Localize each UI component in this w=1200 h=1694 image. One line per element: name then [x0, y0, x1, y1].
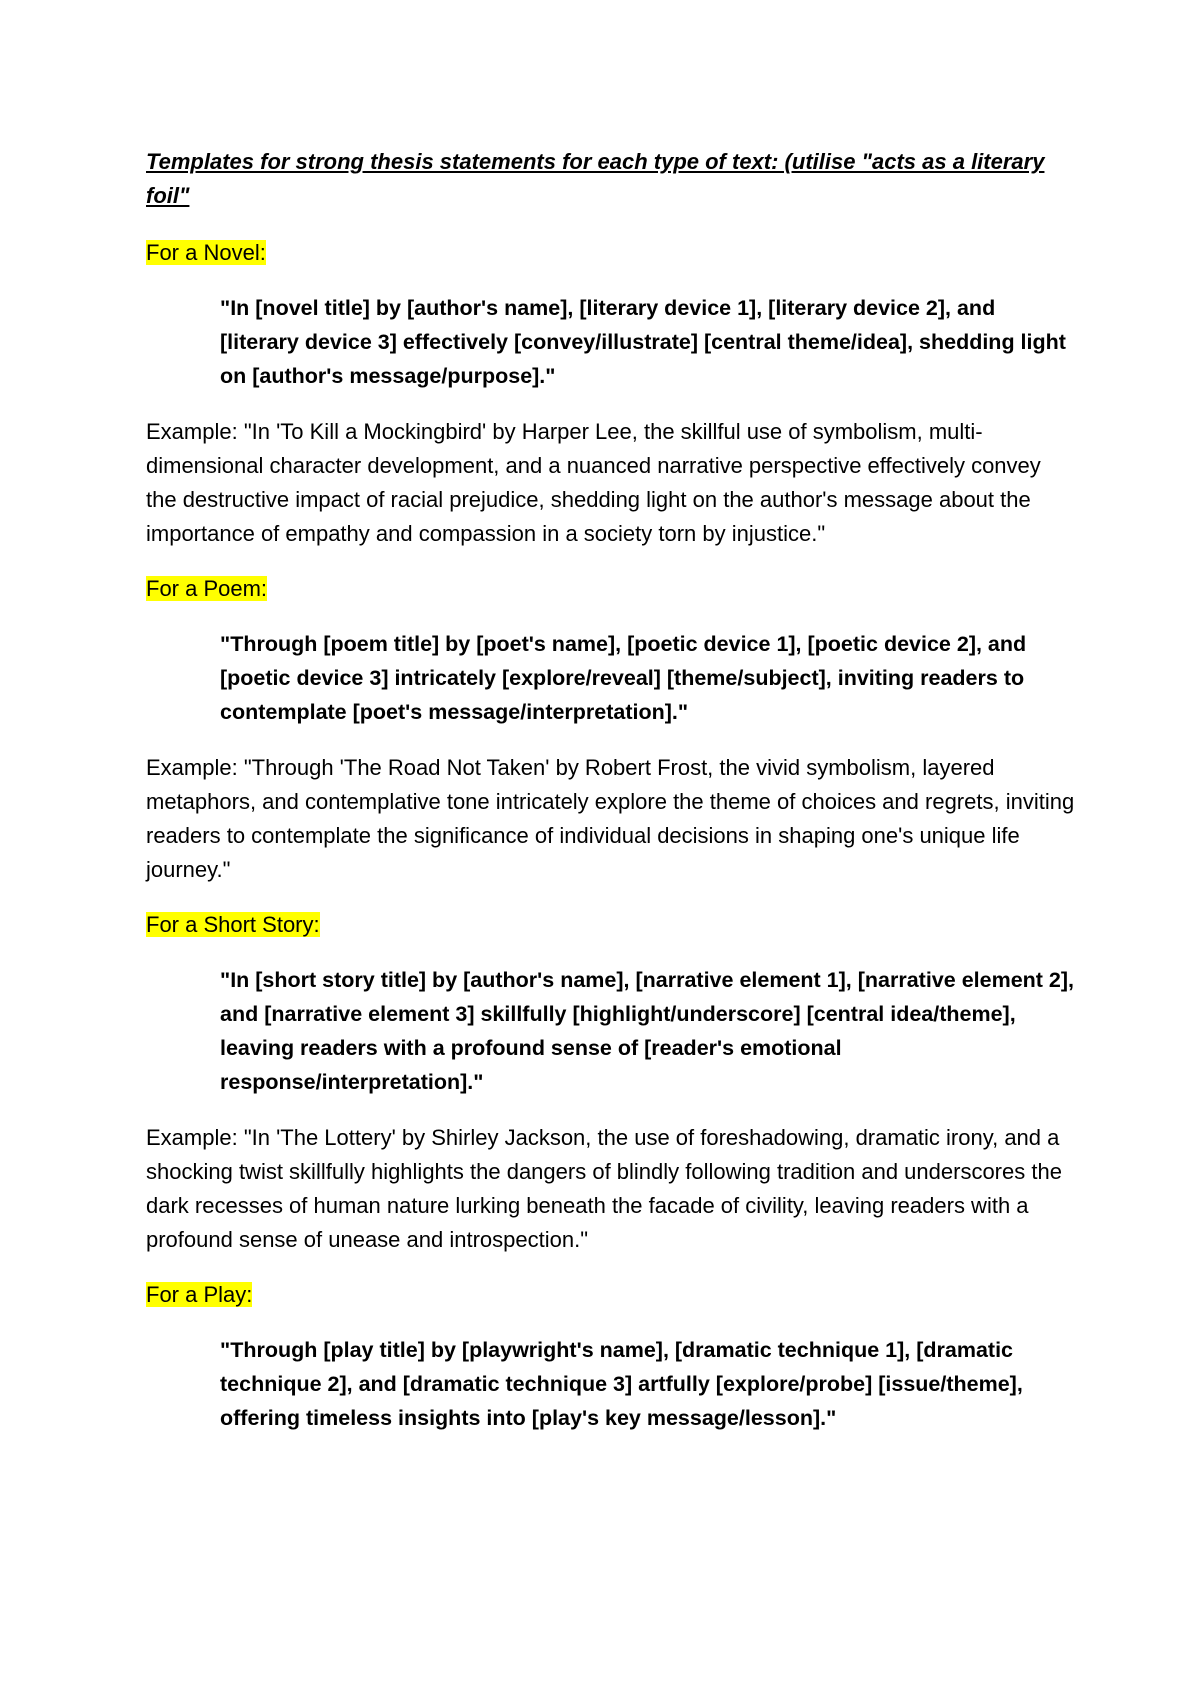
highlighted-heading: For a Play: [146, 1282, 253, 1307]
thesis-template-play: "Through [play title] by [playwright's name], [dramatic technique 1], [dramatic technique 2], and [dramatic technique 3] artfully [explore/probe] [issue/theme], offering timeless insights into [play's key message/lesson]." [220, 1338, 1023, 1430]
thesis-template-poem: "Through [poem title] by [poet's name], [poetic device 1], [poetic device 2], and [poetic device 3] intricately [explore/reveal] [theme/subject], inviting readers to contemplate [poet's message/interpretation]." [220, 632, 1027, 724]
section-heading-play [146, 1278, 1076, 1312]
highlighted-heading: For a Poem: [146, 576, 268, 601]
thesis-template-short-story: "In [short story title] by [author's name], [narrative element 1], [narrative element 2], and [narrative element 3] skillfully [highlight/underscore] [central idea/theme], leaving readers with a profound sense of [reader's emotional response/interpretation]." [220, 968, 1075, 1094]
thesis-example-poem: Example: "Through 'The Road Not Taken' by Robert Frost, the vivid symbolism, layered metaphors, and contemplative tone intricately explore the theme of choices and regrets, inviting readers to contemplate the significance of individual decisions in shaping one's unique life journey." [146, 755, 1075, 882]
section-heading-novel [146, 236, 1076, 270]
section-heading-poem [146, 572, 1076, 606]
document-title: Templates for strong thesis statements for each type of text: (utilise "acts as a literary foil" [146, 149, 1045, 208]
thesis-example-short-story: Example: "In 'The Lottery' by Shirley Jackson, the use of foreshadowing, dramatic irony, and a shocking twist skillfully highlights the dangers of blindly following tradition and underscores the dark recesses of human nature lurking beneath the facade of civility, leaving readers with a profound sense of unease and introspection." [146, 1125, 1062, 1252]
section-heading-short-story [146, 908, 1076, 942]
document-page [146, 145, 1076, 1457]
highlighted-heading: For a Novel: [146, 240, 266, 265]
thesis-example-novel: Example: "In 'To Kill a Mockingbird' by Harper Lee, the skillful use of symbolism, multi-dimensional character development, and a nuanced narrative perspective effectively convey the destructive impact of racial prejudice, shedding light on the author's message about the importance of empathy and compassion in a society torn by injustice." [146, 419, 1041, 546]
highlighted-heading: For a Short Story: [146, 912, 320, 937]
thesis-template-novel: "In [novel title] by [author's name], [literary device 1], [literary device 2], and [literary device 3] effectively [convey/illustrate] [central theme/idea], shedding light on [author's message/purpose]." [220, 296, 1066, 388]
